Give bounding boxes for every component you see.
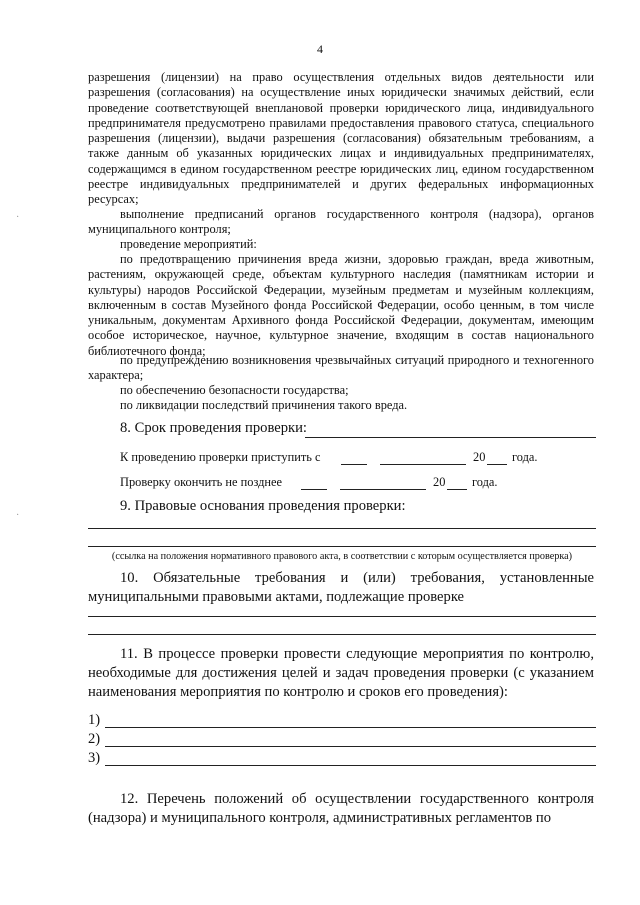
section-10-line-2[interactable] bbox=[88, 634, 596, 635]
start-year-field[interactable] bbox=[487, 464, 507, 465]
start-year-suffix: года. bbox=[512, 450, 538, 464]
item-3-number: 3) bbox=[88, 750, 101, 766]
end-month-field[interactable] bbox=[340, 489, 426, 490]
paragraph-measures: проведение мероприятий: bbox=[120, 237, 257, 251]
section-9-note: (ссылка на положения нормативного правового акта, в соответствии с которым осуществляется проверка) bbox=[111, 551, 573, 562]
item-3-field[interactable] bbox=[105, 765, 596, 766]
paragraph-security: по обеспечению безопасности государства; bbox=[120, 383, 349, 397]
item-1-number: 1) bbox=[88, 712, 101, 728]
section-8-underline bbox=[305, 437, 596, 438]
end-date-label: Проверку окончить не позднее bbox=[120, 475, 283, 489]
section-9-line-1[interactable] bbox=[88, 528, 596, 529]
paragraph-prescriptions: выполнение предписаний органов государственного контроля (надзора), органов муниципального контроля; bbox=[88, 207, 594, 237]
section-10-line-1[interactable] bbox=[88, 616, 596, 617]
paragraph-license: разрешения (лицензии) на право осуществления отдельных видов деятельности или разрешения (согласования) на осуществление иных юридически значимых действий, если проведение соответствующей внеплановой проверки юридического лица, индивидуального предпринимателя предусмотрено правилами предоставления правового статуса, специального разрешения (лицензии), выдачи разрешения (согласования) обязательным требованиям, а также данным об указанных юридических лицах и индивидуальных предпринимателях, содержащимся в едином государственном реестре юридических лиц, едином государственном реестре индивидуальных предпринимателей и других федеральных информационных ресурсах; bbox=[88, 70, 594, 207]
margin-mark-bottom: · bbox=[16, 510, 20, 521]
end-day-field[interactable] bbox=[301, 489, 327, 490]
item-2-field[interactable] bbox=[105, 746, 596, 747]
paragraph-liquidation: по ликвидации последствий причинения такого вреда. bbox=[120, 398, 408, 412]
section-9-heading: 9. Правовые основания проведения проверки: bbox=[120, 498, 406, 514]
section-9-line-2[interactable] bbox=[88, 546, 596, 547]
margin-mark-top: · bbox=[16, 212, 20, 223]
section-8-heading: 8. Срок проведения проверки: bbox=[120, 420, 307, 436]
start-day-field[interactable] bbox=[341, 464, 367, 465]
section-11-heading: 11. В процессе проверки провести следующие мероприятия по контролю, необходимые для достижения целей и задач проведения проверки (с указанием наименования мероприятия по контролю и сроков его проведения): bbox=[88, 646, 594, 700]
start-year-prefix: 20 bbox=[473, 450, 486, 464]
end-year-prefix: 20 bbox=[433, 475, 446, 489]
paragraph-emergency: по предупреждению возникновения чрезвычайных ситуаций природного и техногенного характера; bbox=[88, 353, 594, 383]
end-year-suffix: года. bbox=[472, 475, 498, 489]
paragraph-prevention-harm: по предотвращению причинения вреда жизни, здоровью граждан, вреда животным, растениям, окружающей среде, объектам культурного наследия (памятникам истории и культуры) народов Российской Федерации, музейным предметам и музейным коллекциям, включенным в состав Музейного фонда Российской Федерации, особо ценным, в том числе уникальным, документам Архивного фонда Российской Федерации, документам, имеющим особое историческое, научное, культурное значение, входящим в состав национального библиотечного фонда; bbox=[88, 252, 594, 358]
section-12-heading: 12. Перечень положений об осуществлении государственного контроля (надзора) и муниципального контроля, административных регламентов по bbox=[88, 791, 594, 826]
start-date-label: К проведению проверки приступить с bbox=[120, 450, 321, 464]
section-10-heading: 10. Обязательные требования и (или) требования, установленные муниципальными правовыми актами, подлежащие проверке bbox=[88, 570, 594, 605]
end-year-field[interactable] bbox=[447, 489, 467, 490]
item-1-field[interactable] bbox=[105, 727, 596, 728]
item-2-number: 2) bbox=[88, 731, 101, 747]
start-month-field[interactable] bbox=[380, 464, 466, 465]
page-number: 4 bbox=[317, 42, 323, 56]
